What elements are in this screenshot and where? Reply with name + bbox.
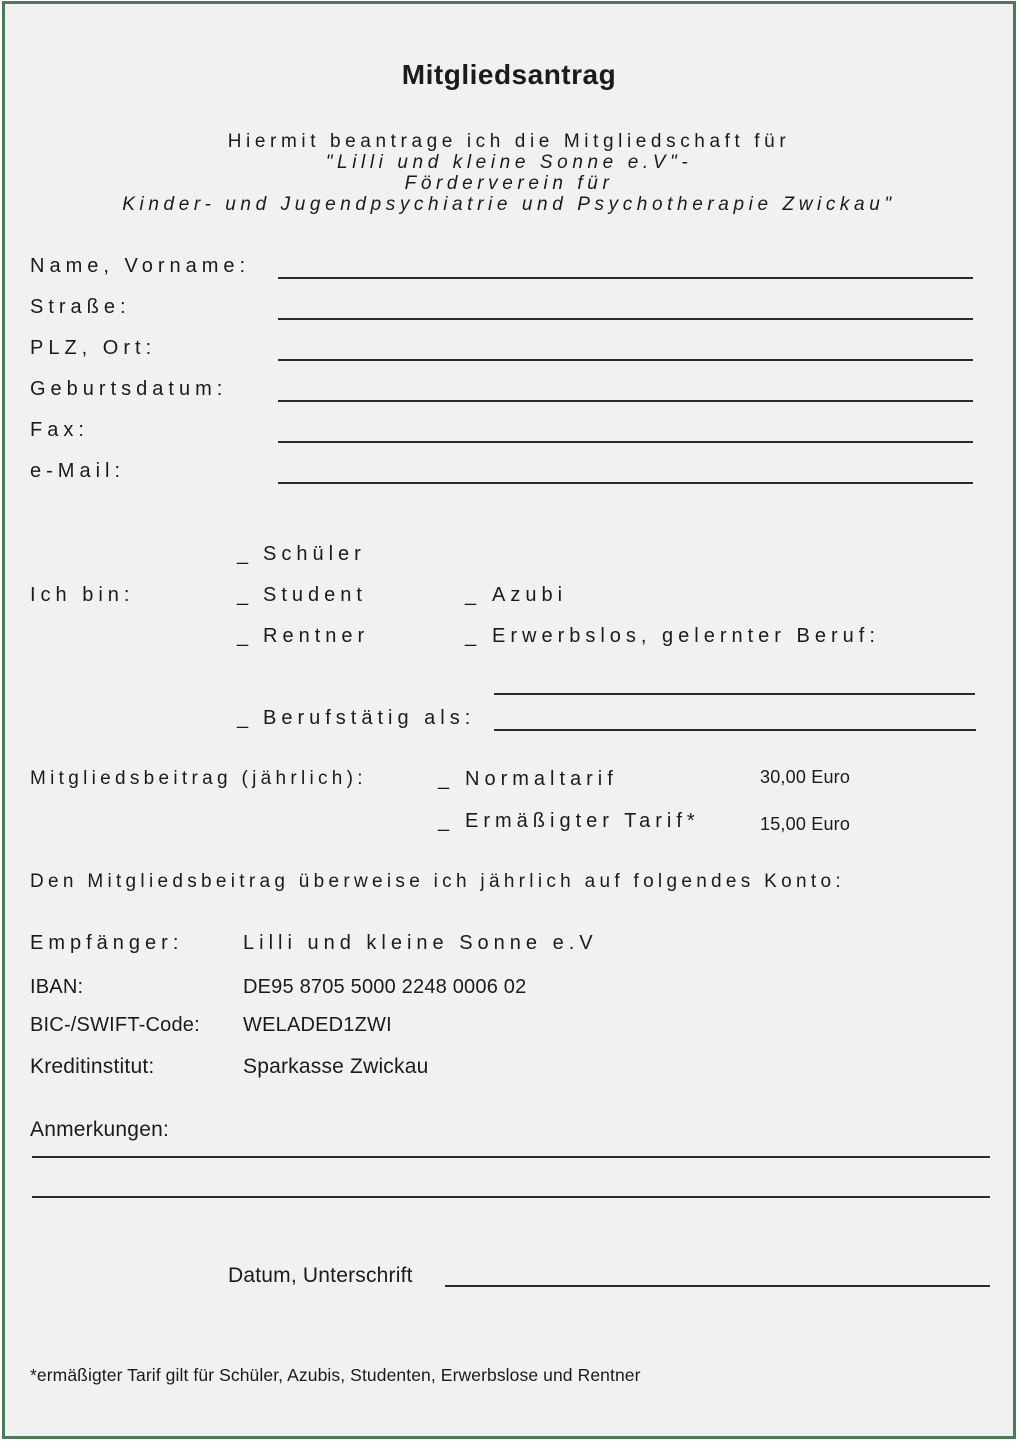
normaltarif-label: Normaltarif (465, 768, 618, 790)
field-label-geburtsdatum: Geburtsdatum: (30, 378, 228, 400)
field-line-geburtsdatum[interactable] (278, 400, 973, 402)
option-label-schueler: Schüler (263, 543, 366, 565)
page-title: Mitgliedsantrag (401, 59, 617, 90)
option-label-berufstaetig: Berufstätig als: (263, 707, 476, 729)
field-line-email[interactable] (278, 482, 973, 484)
ich-bin-label: Ich bin: (30, 584, 135, 606)
intro-line-1: Hiermit beantrage ich die Mitgliedschaft für (227, 131, 791, 152)
iban-label: IBAN: (30, 976, 84, 998)
option-label-azubi: Azubi (492, 584, 568, 606)
fussnote-text: *ermäßigter Tarif gilt für Schüler, Azubis, Studenten, Erwerbslose und Rentner (30, 1365, 641, 1385)
berufstaetig-line[interactable] (494, 729, 976, 731)
checkbox-erwerbslos[interactable]: _ (465, 625, 482, 647)
field-line-strasse[interactable] (278, 318, 973, 320)
field-label-fax: Fax: (30, 419, 89, 441)
normaltarif-price: 30,00 Euro (760, 767, 851, 787)
empfaenger-value: Lilli und kleine Sonne e.V (243, 932, 598, 954)
checkbox-ermaessigter-tarif[interactable]: _ (438, 810, 455, 832)
anmerkungen-line-1[interactable] (32, 1156, 990, 1158)
intro-line-2: "Lilli und kleine Sonne e.V"- (325, 152, 693, 173)
checkbox-berufstaetig[interactable]: _ (237, 707, 254, 729)
beitrag-label: Mitgliedsbeitrag (jährlich): (30, 768, 367, 789)
field-label-plz-ort: PLZ, Ort: (30, 337, 157, 359)
checkbox-schueler[interactable]: _ (237, 543, 254, 565)
bic-swift-label: BIC-/SWIFT-Code: (30, 1014, 200, 1036)
checkbox-student[interactable]: _ (237, 584, 254, 606)
iban-value: DE95 8705 5000 2248 0006 02 (243, 976, 527, 998)
checkbox-rentner[interactable]: _ (237, 625, 254, 647)
checkbox-normaltarif[interactable]: _ (438, 768, 455, 790)
field-label-email: e-Mail: (30, 460, 126, 482)
option-label-rentner: Rentner (263, 625, 370, 647)
field-line-fax[interactable] (278, 441, 973, 443)
field-label-strasse: Straße: (30, 296, 131, 318)
intro-line-4: Kinder- und Jugendpsychiatrie und Psychotherapie Zwickau" (122, 194, 896, 215)
field-line-name-vorname[interactable] (278, 277, 973, 279)
option-label-erwerbslos: Erwerbslos, gelernter Beruf: (492, 625, 880, 647)
anmerkungen-line-2[interactable] (32, 1196, 990, 1198)
field-label-name-vorname: Name, Vorname: (30, 255, 251, 277)
checkbox-azubi[interactable]: _ (465, 584, 482, 606)
intro-line-3: Förderverein für (404, 173, 614, 194)
signatur-label: Datum, Unterschrift (228, 1264, 413, 1287)
mitgliedsantrag-form (2, 1, 1016, 1439)
option-label-student: Student (263, 584, 367, 606)
ermaessigter-tarif-price: 15,00 Euro (760, 814, 851, 834)
kreditinstitut-label: Kreditinstitut: (30, 1055, 155, 1078)
kreditinstitut-value: Sparkasse Zwickau (243, 1055, 429, 1078)
field-line-plz-ort[interactable] (278, 359, 973, 361)
ermaessigter-tarif-label: Ermäßigter Tarif* (465, 810, 700, 832)
intro-text (5, 131, 1013, 215)
bic-swift-value: WELADED1ZWI (243, 1014, 392, 1036)
erwerbslos-beruf-line[interactable] (494, 693, 975, 695)
empfaenger-label: Empfänger: (30, 932, 184, 954)
konto-hinweis: Den Mitgliedsbeitrag überweise ich jährlich auf folgendes Konto: (30, 871, 845, 892)
anmerkungen-label: Anmerkungen: (30, 1118, 169, 1141)
signatur-line[interactable] (445, 1285, 990, 1287)
